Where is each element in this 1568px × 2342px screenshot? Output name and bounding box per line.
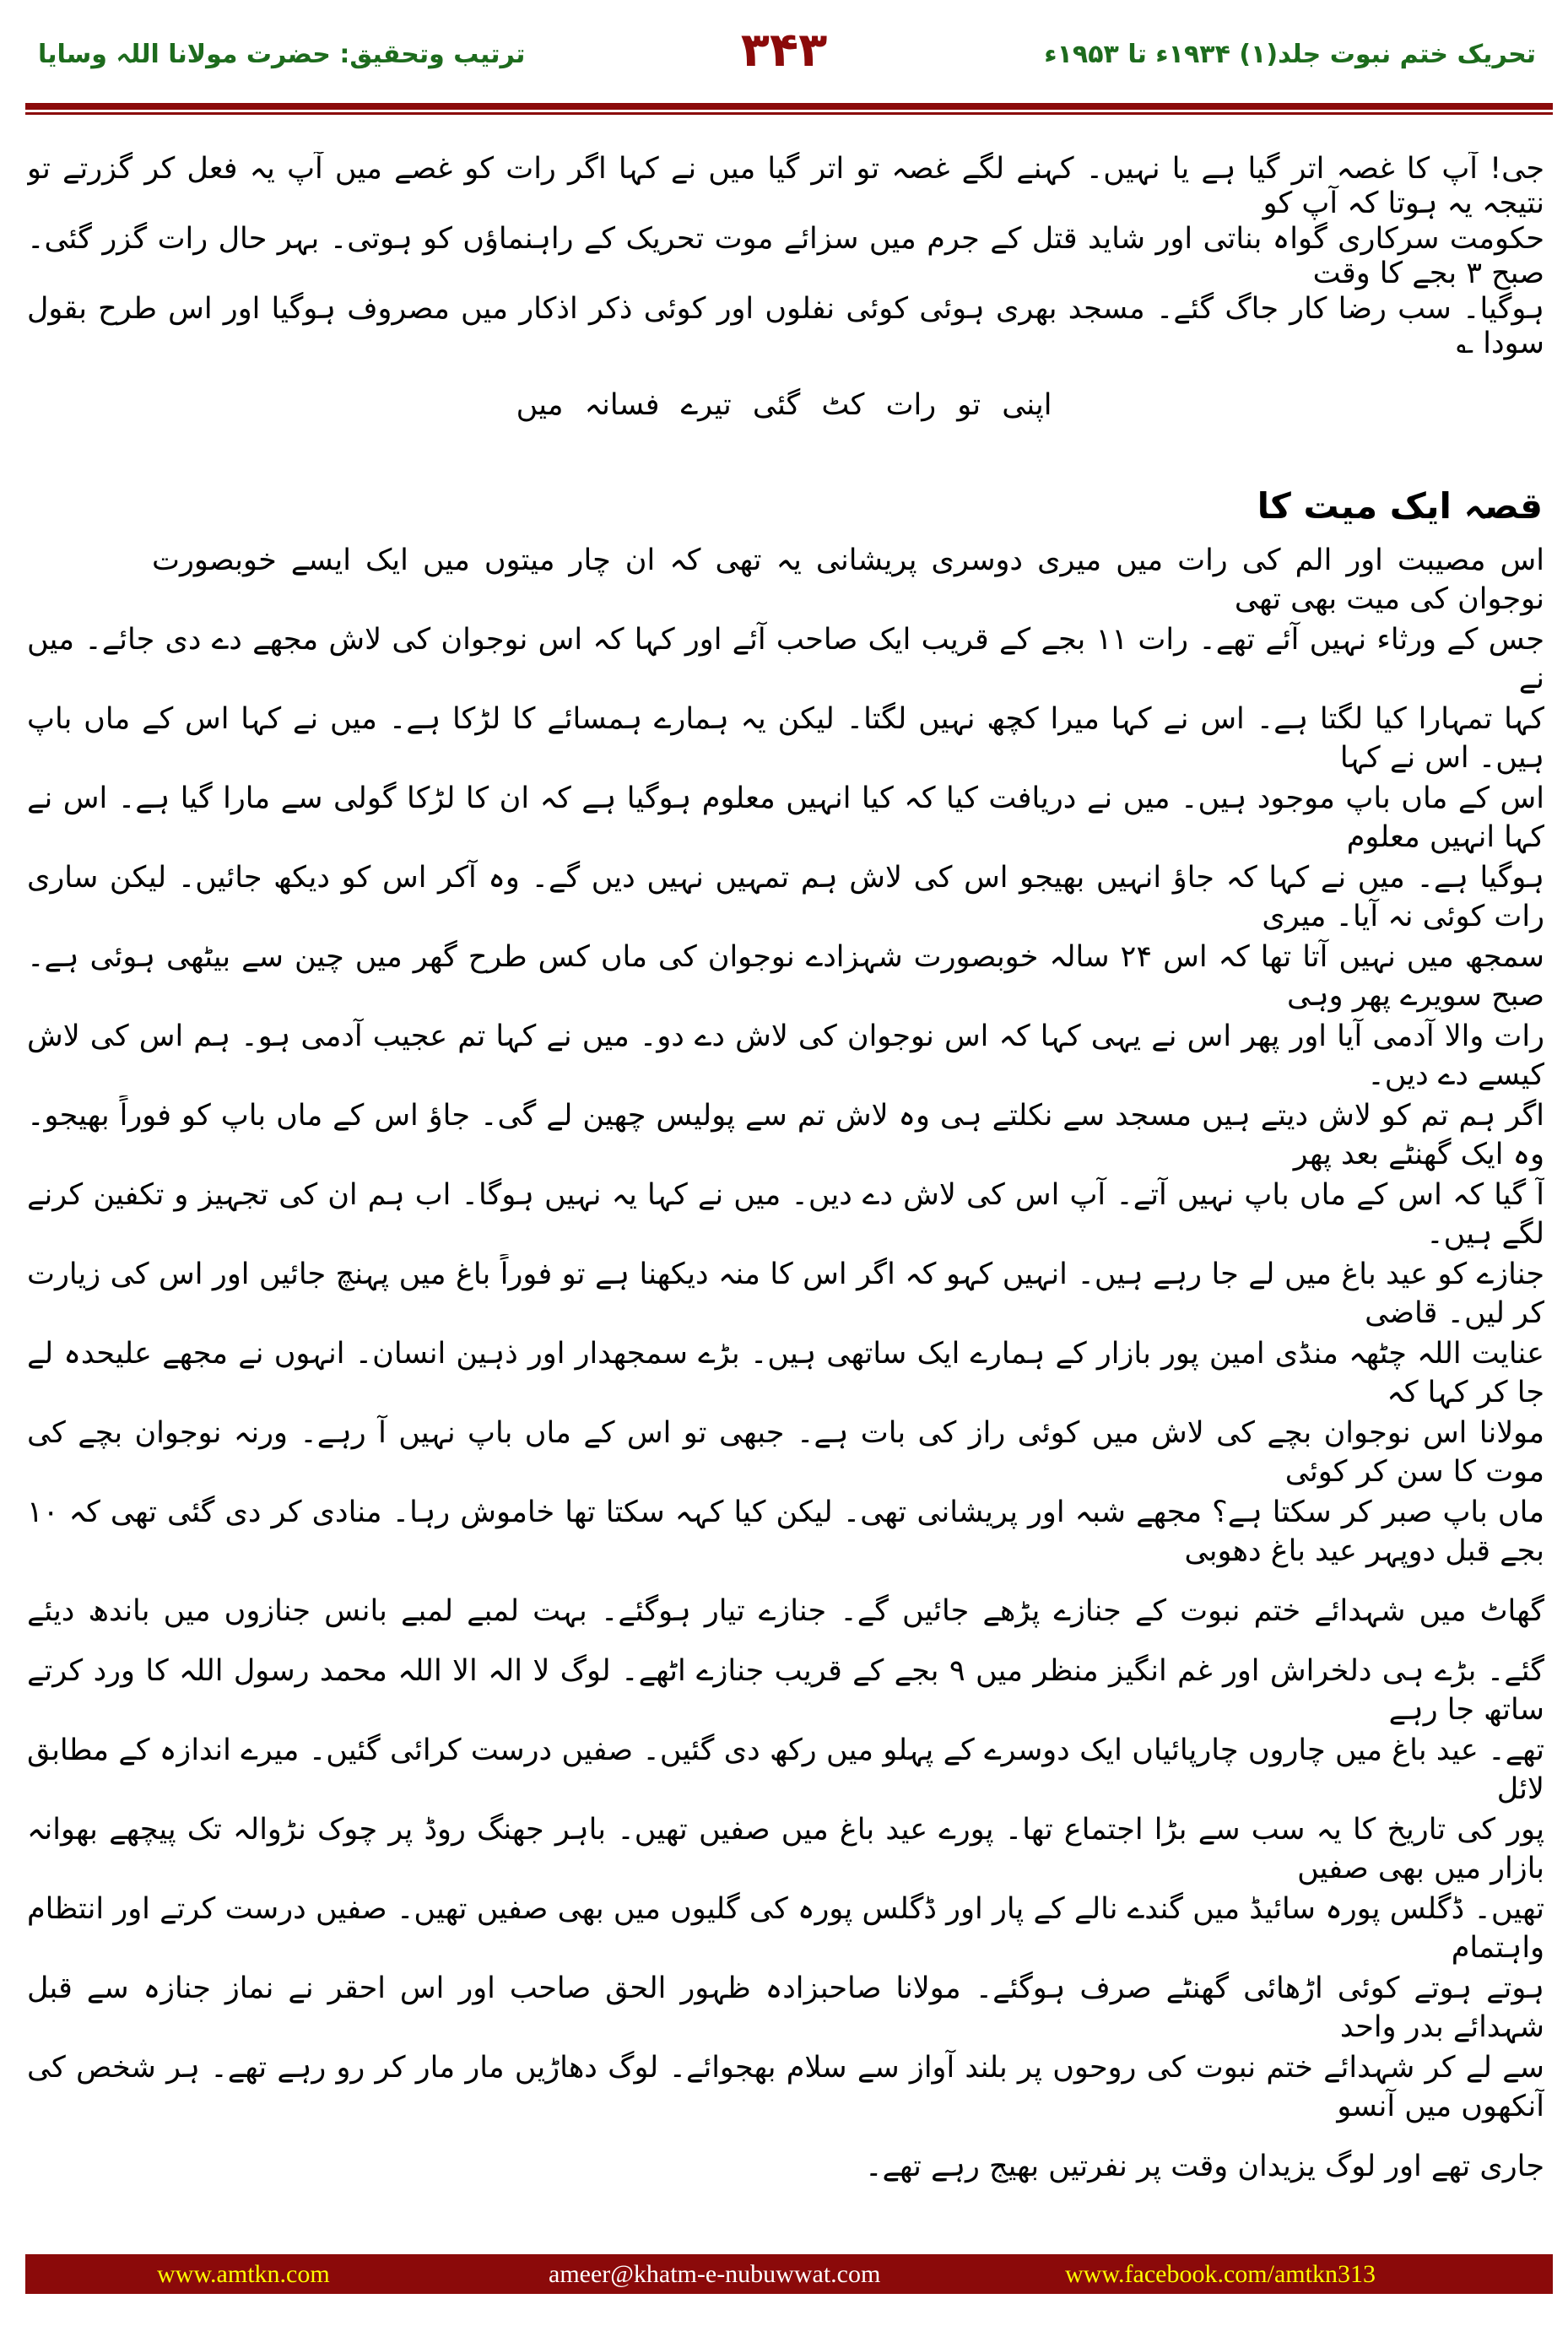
text-line-box [27,1095,1544,1174]
text-line-box [27,152,1544,221]
verse: اپنی تو رات کٹ گئی تیرے فسانہ میں [516,388,1052,422]
text-line: پور کی تاریخ کا یہ سب سے بڑا اجتماع تھا۔ پورے عید باغ میں صفیں تھیں۔ باہر جھنگ روڈ پر چوک نڑوالہ تک پیچھے بھوانہ بازار میں بھی صفیں [27,1812,1544,1885]
text-line: ہوگیا۔ سب رضا کار جاگ گئے۔ مسجد بھری ہوئی کوئی نفلوں اور کوئی ذکر اذکار میں مصروف ہوگیا اور اس طرح بقول سودا ؎ [27,292,1544,360]
text-line-box [27,1333,1544,1412]
text-line: رات والا آدمی آیا اور پھر اس نے یہی کہا کہ اس نوجوان کی لاش دے دو۔ میں نے کہا تم عجیب آدمی ہو۔ ہم اس کی لاش کیسے دے دیں۔ [27,1019,1544,1092]
text-line: ماں باپ صبر کر سکتا ہے؟ مجھے شبہ اور پریشانی تھی۔ لیکن کیا کہہ سکتا تھا خاموش رہا۔ منادی کر دی گئی تھی کہ ۱۰ بجے قبل دوپہر عید باغ دھوبی [27,1495,1544,1568]
text-line: تھے۔ عید باغ میں چاروں چارپائیاں ایک دوسرے کے پہلو میں رکھ دی گئیں۔ صفیں درست کرائی گئیں۔ میرے اندازہ کے مطابق لائل [27,1733,1544,1806]
text-line: سمجھ میں نہیں آتا تھا کہ اس ۲۴ سالہ خوبصورت شہزادے نوجوان کی ماں کس طرح گھر میں چین سے بیٹھی ہوئی ہے۔ صبح سویرے پھر وہی [27,939,1544,1013]
website-link[interactable]: www.amtkn.com [157,2260,330,2288]
compiler-credit: ترتیب وتحقیق: حضرت مولانا اللہ وسایا [38,40,526,69]
text-line: سے لے کر شہدائے ختم نبوت کی روحوں پر بلند آواز سے سلام بھجوائے۔ لوگ دھاڑیں مار مار کر رو رہے تھے۔ ہر شخص کی آنکھوں میں آنسو [27,2050,1544,2123]
header-rule [25,103,1553,110]
text-line-box [27,1571,1544,1650]
text-line: اس کے ماں باپ موجود ہیں۔ میں نے دریافت کیا کہ کیا انہیں معلوم ہوگیا ہے کہ ان کا لڑکا گولی سے مارا گیا ہے۔ اس نے کہا انہیں معلوم [27,781,1544,854]
text-line: مولانا اس نوجوان بچے کی لاش میں کوئی راز کی بات ہے۔ جبھی تو اس کے ماں باپ نہیں آ رہے۔ ورنہ نوجوان بچے کی موت کا سن کر کوئی [27,1415,1544,1489]
section-heading: قصہ ایک میت کا [1257,485,1543,527]
text-line: جنازے کو عید باغ میں لے جا رہے ہیں۔ انہیں کہو کہ اگر اس کا منہ دیکھنا ہے تو فوراً باغ میں پہنچ جائیں اور اس کی زیارت کر لیں۔ قاضی [27,1257,1544,1330]
text-line: کہا تمہارا کیا لگتا ہے۔ اس نے کہا میرا کچھ نہیں لگتا۔ لیکن یہ ہمارے ہمسائے کا لڑکا ہے۔ میں نے کہا اس کے ماں باپ ہیں۔ اس نے کہا [27,701,1544,775]
text-line-box [27,1730,1544,1809]
text-line-box [27,778,1544,857]
text-line: جاری تھے اور لوگ یزیدان وقت پر نفرتیں بھیج رہے تھے۔ [864,2149,1544,2183]
text-line-box [27,222,1544,291]
page-number: ۳۴۳ [740,23,828,78]
text-line-box [27,1809,1544,1888]
text-line-box [27,1175,1544,1253]
facebook-link[interactable]: www.facebook.com/amtkn313 [1065,2260,1376,2288]
text-line-box [27,1651,1544,1729]
text-line-box [27,1254,1544,1333]
text-line: عنایت اللہ چٹھہ منڈی امین پور بازار کے ہمارے ایک ساتھی ہیں۔ بڑے سمجھدار اور ذہین انسان۔ انہوں نے مجھے علیحدہ لے جا کر کہا کہ [27,1336,1544,1409]
text-line-box [27,619,1544,698]
text-line: ہوگیا ہے۔ میں نے کہا کہ جاؤ انہیں بھیجو اس کی لاش ہم تمہیں نہیں دیں گے۔ وہ آکر اس کو دیکھ جائیں۔ لیکن ساری رات کوئی نہ آیا۔ میری [27,860,1544,933]
text-line-box [27,699,1544,777]
text-line-box [27,1889,1544,1967]
text-line-box [27,1413,1544,1491]
book-title: تحریک ختم نبوت جلد(۱) ۱۹۳۴ء تا ۱۹۵۳ء [1044,40,1536,69]
text-line-box [27,1492,1544,1571]
text-line: ہوتے ہوتے کوئی اڑھائی گھنٹے صرف ہوگئے۔ مولانا صاحبزادہ ظہور الحق صاحب اور اس احقر نے نماز جنازہ سے قبل شہدائے بدر واحد [27,1971,1544,2044]
text-line: جس کے ورثاء نہیں آئے تھے۔ رات ۱۱ بجے کے قریب ایک صاحب آئے اور کہا کہ اس نوجوان کی لاش مجھے دے دی جائے۔ میں نے [27,622,1544,695]
text-line: گھاٹ میں شہدائے ختم نبوت کے جنازے پڑھے جائیں گے۔ جنازے تیار ہوگئے۔ بہت لمبے لمبے بانس جنازوں میں باندھ دیئے [27,1593,1544,1628]
text-line: اگر ہم تم کو لاش دیتے ہیں مسجد سے نکلتے ہی وہ لاش تم سے پولیس چھین لے گی۔ جاؤ اس کے ماں باپ کو فوراً بھیجو۔ وہ ایک گھنٹے بعد پھر [27,1098,1544,1171]
email-link[interactable]: ameer@khatm-e-nubuwwat.com [549,2260,881,2288]
text-line-box [27,2047,1544,2126]
page-footer [25,2254,1553,2294]
text-line-box [27,857,1544,936]
text-line-box [27,2127,1544,2205]
header-rule-thin [25,112,1553,115]
text-line-box [27,937,1544,1015]
text-line-box [27,292,1544,361]
text-line: تھیں۔ ڈگلس پورہ سائیڈ میں گندے نالے کے پار اور ڈگلس پورہ کی گلیوں میں بھی صفیں تھیں۔ صفیں درست کرتے اور انتظام واہتمام [27,1891,1544,1965]
text-line: حکومت سرکاری گواہ بناتی اور شاید قتل کے جرم میں سزائے موت تحریک کے راہنماؤں کو ہوتی۔ بہر حال رات گزر گئی۔ صبح ۳ بجے کا وقت [27,222,1544,290]
text-line: گئے۔ بڑے ہی دلخراش اور غم انگیز منظر میں ۹ بجے کے قریب جنازے اٹھے۔ لوگ لا الہ الا اللہ محمد رسول اللہ کا ورد کرتے ساتھ جا رہے [27,1653,1544,1727]
text-line-box [27,1968,1544,2047]
text-line-box [27,1016,1544,1095]
text-line: جی! آپ کا غصہ اتر گیا ہے یا نہیں۔ کہنے لگے غصہ تو اتر گیا میں نے کہا اگر رات کو غصے میں آپ یہ فعل کر گزرتے تو نتیجہ یہ ہوتا کہ آپ کو [27,152,1544,220]
text-line: آ گیا کہ اس کے ماں باپ نہیں آتے۔ آپ اس کی لاش دے دیں۔ میں نے کہا یہ نہیں ہوگا۔ اب ہم ان کی تجہیز و تکفین کرنے لگے ہیں۔ [27,1177,1544,1251]
text-line: اس مصیبت اور الم کی رات میں میری دوسری پریشانی یہ تھی کہ ان چار میتوں میں ایک ایسے خوبصورت نوجوان کی میت بھی تھی [152,543,1544,616]
text-line-box [27,540,1544,619]
